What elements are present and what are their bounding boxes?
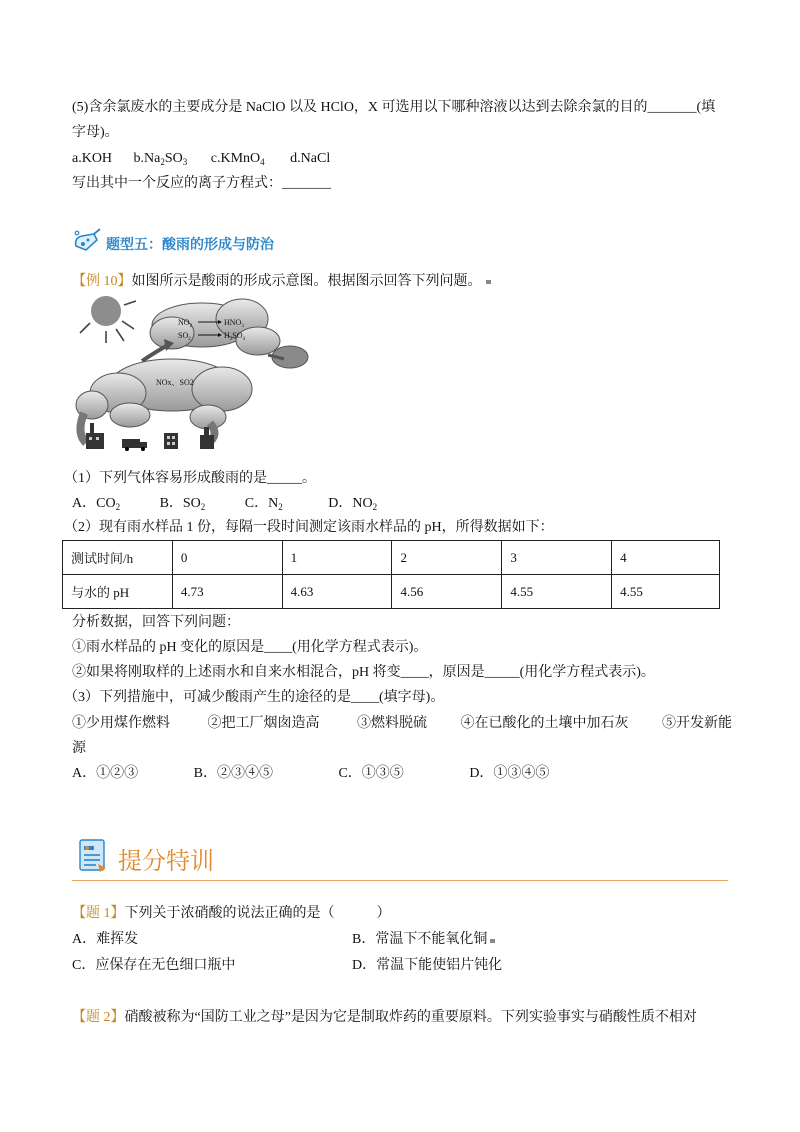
example-10-stem (72, 272, 482, 292)
q3-items (72, 714, 732, 734)
q3-text: （3）下列措施中，可减少酸雨产生的途径的是____(填字母)。 (64, 690, 445, 705)
svg-text:HNO3: $HNO_3$ (224, 318, 244, 329)
t1-text: 下列关于浓硝酸的说法正确的是（ ） (124, 906, 391, 921)
truck-icon (122, 439, 147, 451)
table-cell: 4.63 (282, 575, 392, 609)
divider (72, 880, 728, 881)
fig-cloud-text: NOx、SO2 (156, 378, 194, 387)
t1-tag: 【题 1】 (72, 906, 125, 921)
q3-option-d: D．①③④⑤ (469, 766, 550, 781)
q5-option-a: a.KOH (72, 151, 113, 166)
t1-option-d: D．常温下能使铝片钝化 (352, 958, 503, 973)
small-mark-icon (490, 939, 495, 943)
flask-icon (72, 226, 104, 254)
factory-icon (86, 423, 104, 449)
t1-option-a: A．难挥发 (72, 932, 139, 947)
table-row (63, 575, 720, 609)
table-cell: 3 (502, 541, 612, 575)
q3-item: ①少用煤作燃料 (72, 716, 170, 731)
svg-text:NO2: $NO_2$ (178, 318, 193, 329)
q1-option-d: D．$NO_2$ (328, 496, 378, 512)
q3-options (72, 764, 549, 784)
q3-item: ②把工厂烟囱造高 (207, 716, 320, 731)
q2-text: （2）现有雨水样品 1 份，每隔一段时间测定该雨水样品的 pH，所得数据如下： (64, 520, 554, 535)
acid-rain-figure (72, 293, 332, 453)
q5-option-b: $b.Na_2SO_3$ (133, 151, 188, 167)
table-cell: 4 (612, 541, 720, 575)
lower-cloud (76, 359, 252, 443)
t1-stem (72, 904, 391, 924)
t2-text: 硝酸被称为“国防工业之母”是因为它是制取炸药的重要原料。下列实验事实与硝酸性质不相对 (124, 1010, 697, 1025)
q3-option-c: C．①③⑤ (338, 766, 404, 781)
q5-line1: (5)含余氯废水的主要成分是 NaClO 以及 HClO，X 可选用以下哪种溶液以达到去除余氯的目的_______(填 (72, 100, 716, 115)
table-cell: 测试时间/h (63, 541, 173, 575)
fig-so2: SO (178, 331, 189, 340)
svg-text:H2SO4: $H_2SO_4$ (224, 331, 246, 342)
table-cell: 与水的 pH (63, 575, 173, 609)
analysis-text: 分析数据，回答下列问题： (72, 615, 240, 630)
fig-no2: NO (178, 318, 190, 327)
example-text: 如图所示是酸雨的形成示意图。根据图示回答下列问题。 (131, 274, 482, 289)
table-row (63, 541, 720, 575)
table-cell: 1 (282, 541, 392, 575)
building-icon (164, 433, 178, 449)
sub-question-1: ①雨水样品的 pH 变化的原因是____(用化学方程式表示)。 (72, 640, 428, 655)
table-cell: 4.55 (502, 575, 612, 609)
q5-option-c: c.KMnO$_4$ (210, 151, 265, 167)
example-tag: 【例 10】 (72, 274, 132, 289)
t1-option-c: C．应保存在无色细口瓶中 (72, 958, 236, 973)
q3-wrap: 源 (72, 741, 86, 756)
sun-icon (80, 296, 136, 343)
q3-item: ③燃料脱硫 (357, 716, 427, 731)
q1-options (72, 494, 377, 514)
q3-item: ⑤开发新能 (662, 716, 732, 731)
fig-h2so4: H (224, 331, 230, 340)
t2-tag: 【题 2】 (72, 1010, 125, 1025)
sub-question-2: ②如果将刚取样的上述雨水和自来水相混合，pH 将变____，原因是_____(用化学方程式表示)。 (72, 665, 655, 680)
small-mark-icon (486, 280, 491, 284)
training-title: 提分特训 (118, 847, 214, 875)
fig-hno3: HNO (224, 318, 242, 327)
q5-options (72, 149, 330, 169)
section-title: 题型五：酸雨的形成与防治 (106, 236, 274, 252)
t1-option-b: B．常温下不能氧化铜 (352, 932, 488, 947)
q1-option-b: B．$SO_2$ (159, 496, 206, 512)
t2-stem (72, 1008, 697, 1028)
table-cell: 4.56 (392, 575, 502, 609)
q3-option-a: A．①②③ (72, 766, 139, 781)
table-cell: 4.73 (172, 575, 282, 609)
q1-option-c: C．$N_2$ (244, 496, 283, 512)
ph-table (62, 540, 720, 609)
table-cell: 2 (392, 541, 502, 575)
q1-text: （1）下列气体容易形成酸雨的是_____。 (64, 471, 316, 486)
q5-option-d: d.NaCl (290, 151, 331, 166)
table-cell: 4.55 (612, 575, 720, 609)
q3-item: ④在已酸化的土壤中加石灰 (460, 716, 629, 731)
q3-option-b: B．②③④⑤ (193, 766, 273, 781)
table-cell: 0 (172, 541, 282, 575)
svg-text:SO2: $SO_2$ (178, 331, 191, 342)
q5-line4: 写出其中一个反应的离子方程式：_______ (72, 176, 331, 191)
q5-line2: 字母)。 (72, 125, 119, 140)
q1-option-a: A．$CO_2$ (72, 496, 121, 512)
document-icon (76, 838, 110, 874)
